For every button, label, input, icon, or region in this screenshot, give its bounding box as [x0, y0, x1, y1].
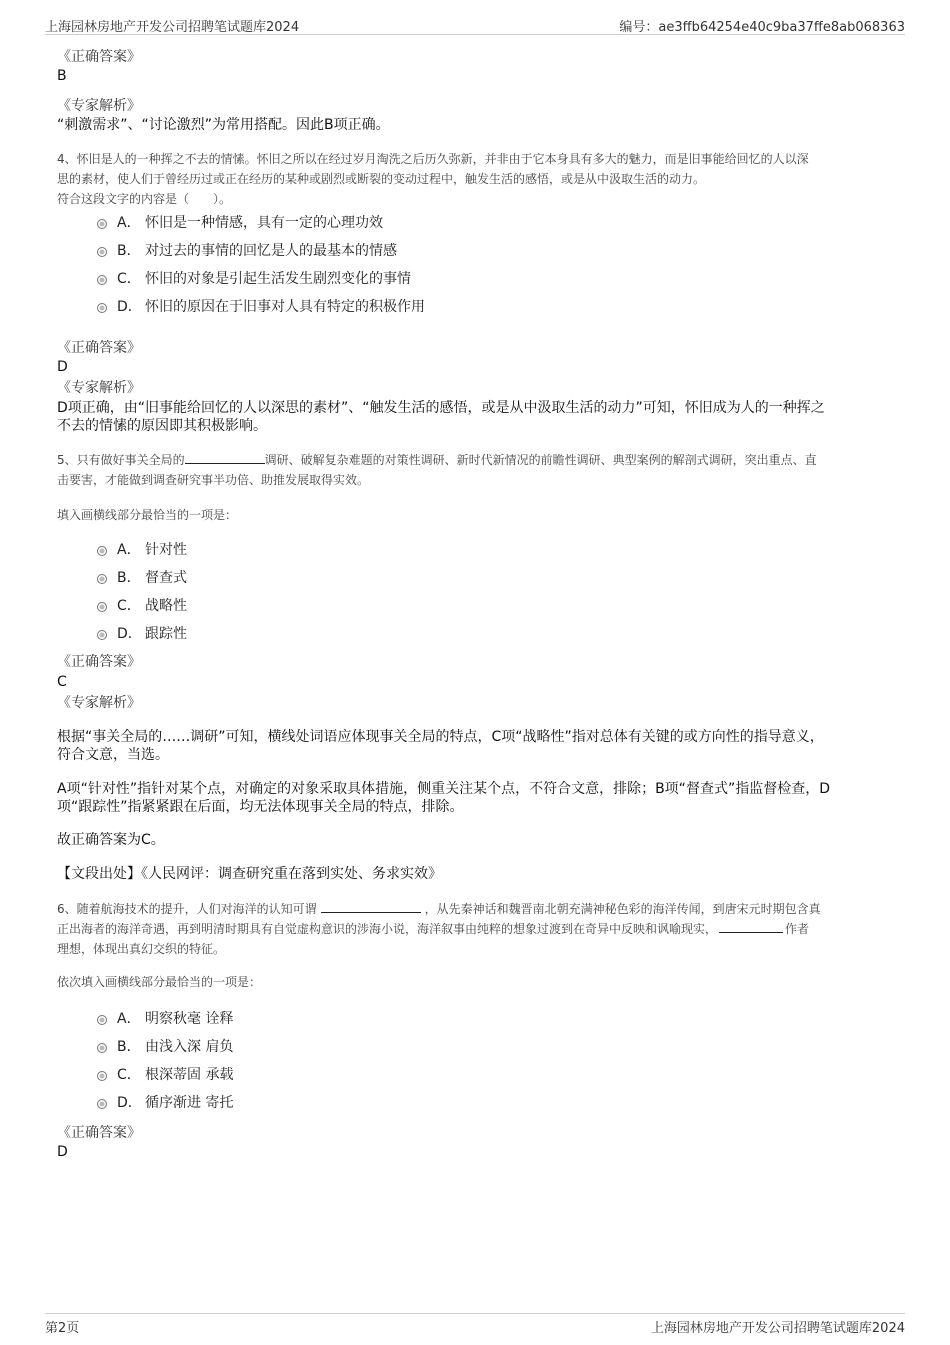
answer-label: 《正确答案》 — [57, 1125, 141, 1141]
option-a[interactable]: A． 明察秋毫 诠释 — [97, 1004, 898, 1032]
question-prompt: 依次填入画横线部分最恰当的一项是： — [57, 975, 262, 989]
radio-icon[interactable] — [97, 546, 107, 556]
question-stem: 正出海者的海洋奇遇，再到明清时期具有自觉虚构意识的涉海小说，海洋叙事由纯粹的想象过渡到在奇异中反映和讽喻现实， 作者 — [57, 922, 810, 936]
option-b[interactable]: B． 由浅入深 肩负 — [97, 1032, 898, 1060]
option-a[interactable]: A． 怀旧是一种情感，具有一定的心理功效 — [97, 208, 898, 236]
question-stem: 4、怀旧是人的一种挥之不去的情愫。怀旧之所以在经过岁月淘洗之后历久弥新，并非由于它本身具有多大的魅力，而是旧事能给回忆的人以深 — [57, 152, 809, 166]
radio-icon[interactable] — [97, 574, 107, 584]
analysis-text: 项“跟踪性”指紧紧跟在后面，均无法体现事关全局的特点，排除。 — [57, 799, 464, 815]
option-list — [97, 1004, 898, 1116]
question-stem: 符合这段文字的内容是（ ）。 — [57, 192, 232, 206]
question-stem: 6、随着航海技术的提升，人们对海洋的认知可谓 ，从先秦神话和魏晋南北朝充满神秘色彩的海洋传闻，到唐宋元时期包含真 — [57, 902, 821, 916]
radio-icon[interactable] — [97, 1099, 107, 1109]
answer-value: D — [57, 359, 68, 375]
page-header — [45, 14, 905, 35]
answer-label: 《正确答案》 — [57, 49, 141, 65]
analysis-text: 符合文意，当选。 — [57, 747, 169, 763]
analysis-label: 《专家解析》 — [57, 380, 141, 396]
answer-value: D — [57, 1144, 68, 1160]
answer-value: B — [57, 68, 67, 84]
analysis-text: A项“针对性”指针对某个点，对确定的对象采取具体措施，侧重关注某个点，不符合文意，排除；B项“督查式”指监督检查，D — [57, 781, 830, 797]
answer-value: C — [57, 674, 67, 690]
fill-blank — [321, 900, 421, 913]
analysis-text: D项正确，由“旧事能给回忆的人以深思的素材”、“触发生活的感悟，或是从中汲取生活的动力”可知，怀旧成为人的一种挥之 — [57, 400, 825, 416]
question-stem: 击要害，才能做到调查研究事半功倍、助推发展取得实效。 — [57, 473, 370, 487]
header-serial: 编号：ae3ffb64254e40c9ba37ffe8ab068363 — [619, 20, 905, 35]
answer-label: 《正确答案》 — [57, 340, 141, 356]
analysis-text: 故正确答案为C。 — [57, 832, 165, 848]
analysis-text: 不去的情愫的原因即其积极影响。 — [57, 418, 267, 434]
option-d[interactable]: D． 跟踪性 — [97, 619, 898, 647]
option-c[interactable]: C． 怀旧的对象是引起生活发生剧烈变化的事情 — [97, 264, 898, 292]
option-list — [97, 208, 898, 320]
radio-icon[interactable] — [97, 602, 107, 612]
option-a[interactable]: A． 针对性 — [97, 535, 898, 563]
radio-icon[interactable] — [97, 1071, 107, 1081]
option-b[interactable]: B． 督查式 — [97, 563, 898, 591]
answer-label: 《正确答案》 — [57, 654, 141, 670]
page-number: 第2页 — [45, 1321, 80, 1336]
radio-icon[interactable] — [97, 1043, 107, 1053]
radio-icon[interactable] — [97, 219, 107, 229]
option-d[interactable]: D． 怀旧的原因在于旧事对人具有特定的积极作用 — [97, 292, 898, 320]
option-list — [97, 535, 898, 647]
analysis-label: 《专家解析》 — [57, 98, 141, 114]
radio-icon[interactable] — [97, 630, 107, 640]
source-citation: 【文段出处】《人民网评：调查研究重在落到实处、务求实效》 — [57, 866, 442, 882]
option-c[interactable]: C． 战略性 — [97, 591, 898, 619]
footer-title: 上海园林房地产开发公司招聘笔试题库2024 — [650, 1321, 905, 1336]
analysis-label: 《专家解析》 — [57, 695, 141, 711]
option-c[interactable]: C． 根深蒂固 承载 — [97, 1060, 898, 1088]
question-stem: 思的素材，使人们于曾经历过或正在经历的某种或剧烈或断裂的变动过程中，触发生活的感悟，或是从中汲取生活的动力。 — [57, 172, 706, 186]
radio-icon[interactable] — [97, 275, 107, 285]
analysis-text: 根据“事关全局的……调研”可知，横线处词语应体现事关全局的特点，C项“战略性”指对总体有关键的或方向性的指导意义， — [57, 729, 824, 745]
fill-blank — [185, 451, 265, 464]
option-b[interactable]: B． 对过去的事情的回忆是人的最基本的情感 — [97, 236, 898, 264]
page-footer — [45, 1313, 905, 1336]
fill-blank — [719, 920, 783, 933]
question-stem: 理想，体现出真幻交织的特征。 — [57, 942, 226, 956]
radio-icon[interactable] — [97, 247, 107, 257]
radio-icon[interactable] — [97, 303, 107, 313]
question-stem: 5、只有做好事关全局的 调研、破解复杂难题的对策性调研、新时代新情况的前瞻性调研、典型案例的解剖式调研，突出重点、直 — [57, 453, 817, 467]
question-prompt: 填入画横线部分最恰当的一项是： — [57, 508, 238, 522]
radio-icon[interactable] — [97, 1015, 107, 1025]
header-title: 上海园林房地产开发公司招聘笔试题库2024 — [45, 20, 300, 35]
option-d[interactable]: D． 循序渐进 寄托 — [97, 1088, 898, 1116]
analysis-text: “刺激需求”、“讨论激烈”为常用搭配。因此B项正确。 — [57, 117, 390, 133]
